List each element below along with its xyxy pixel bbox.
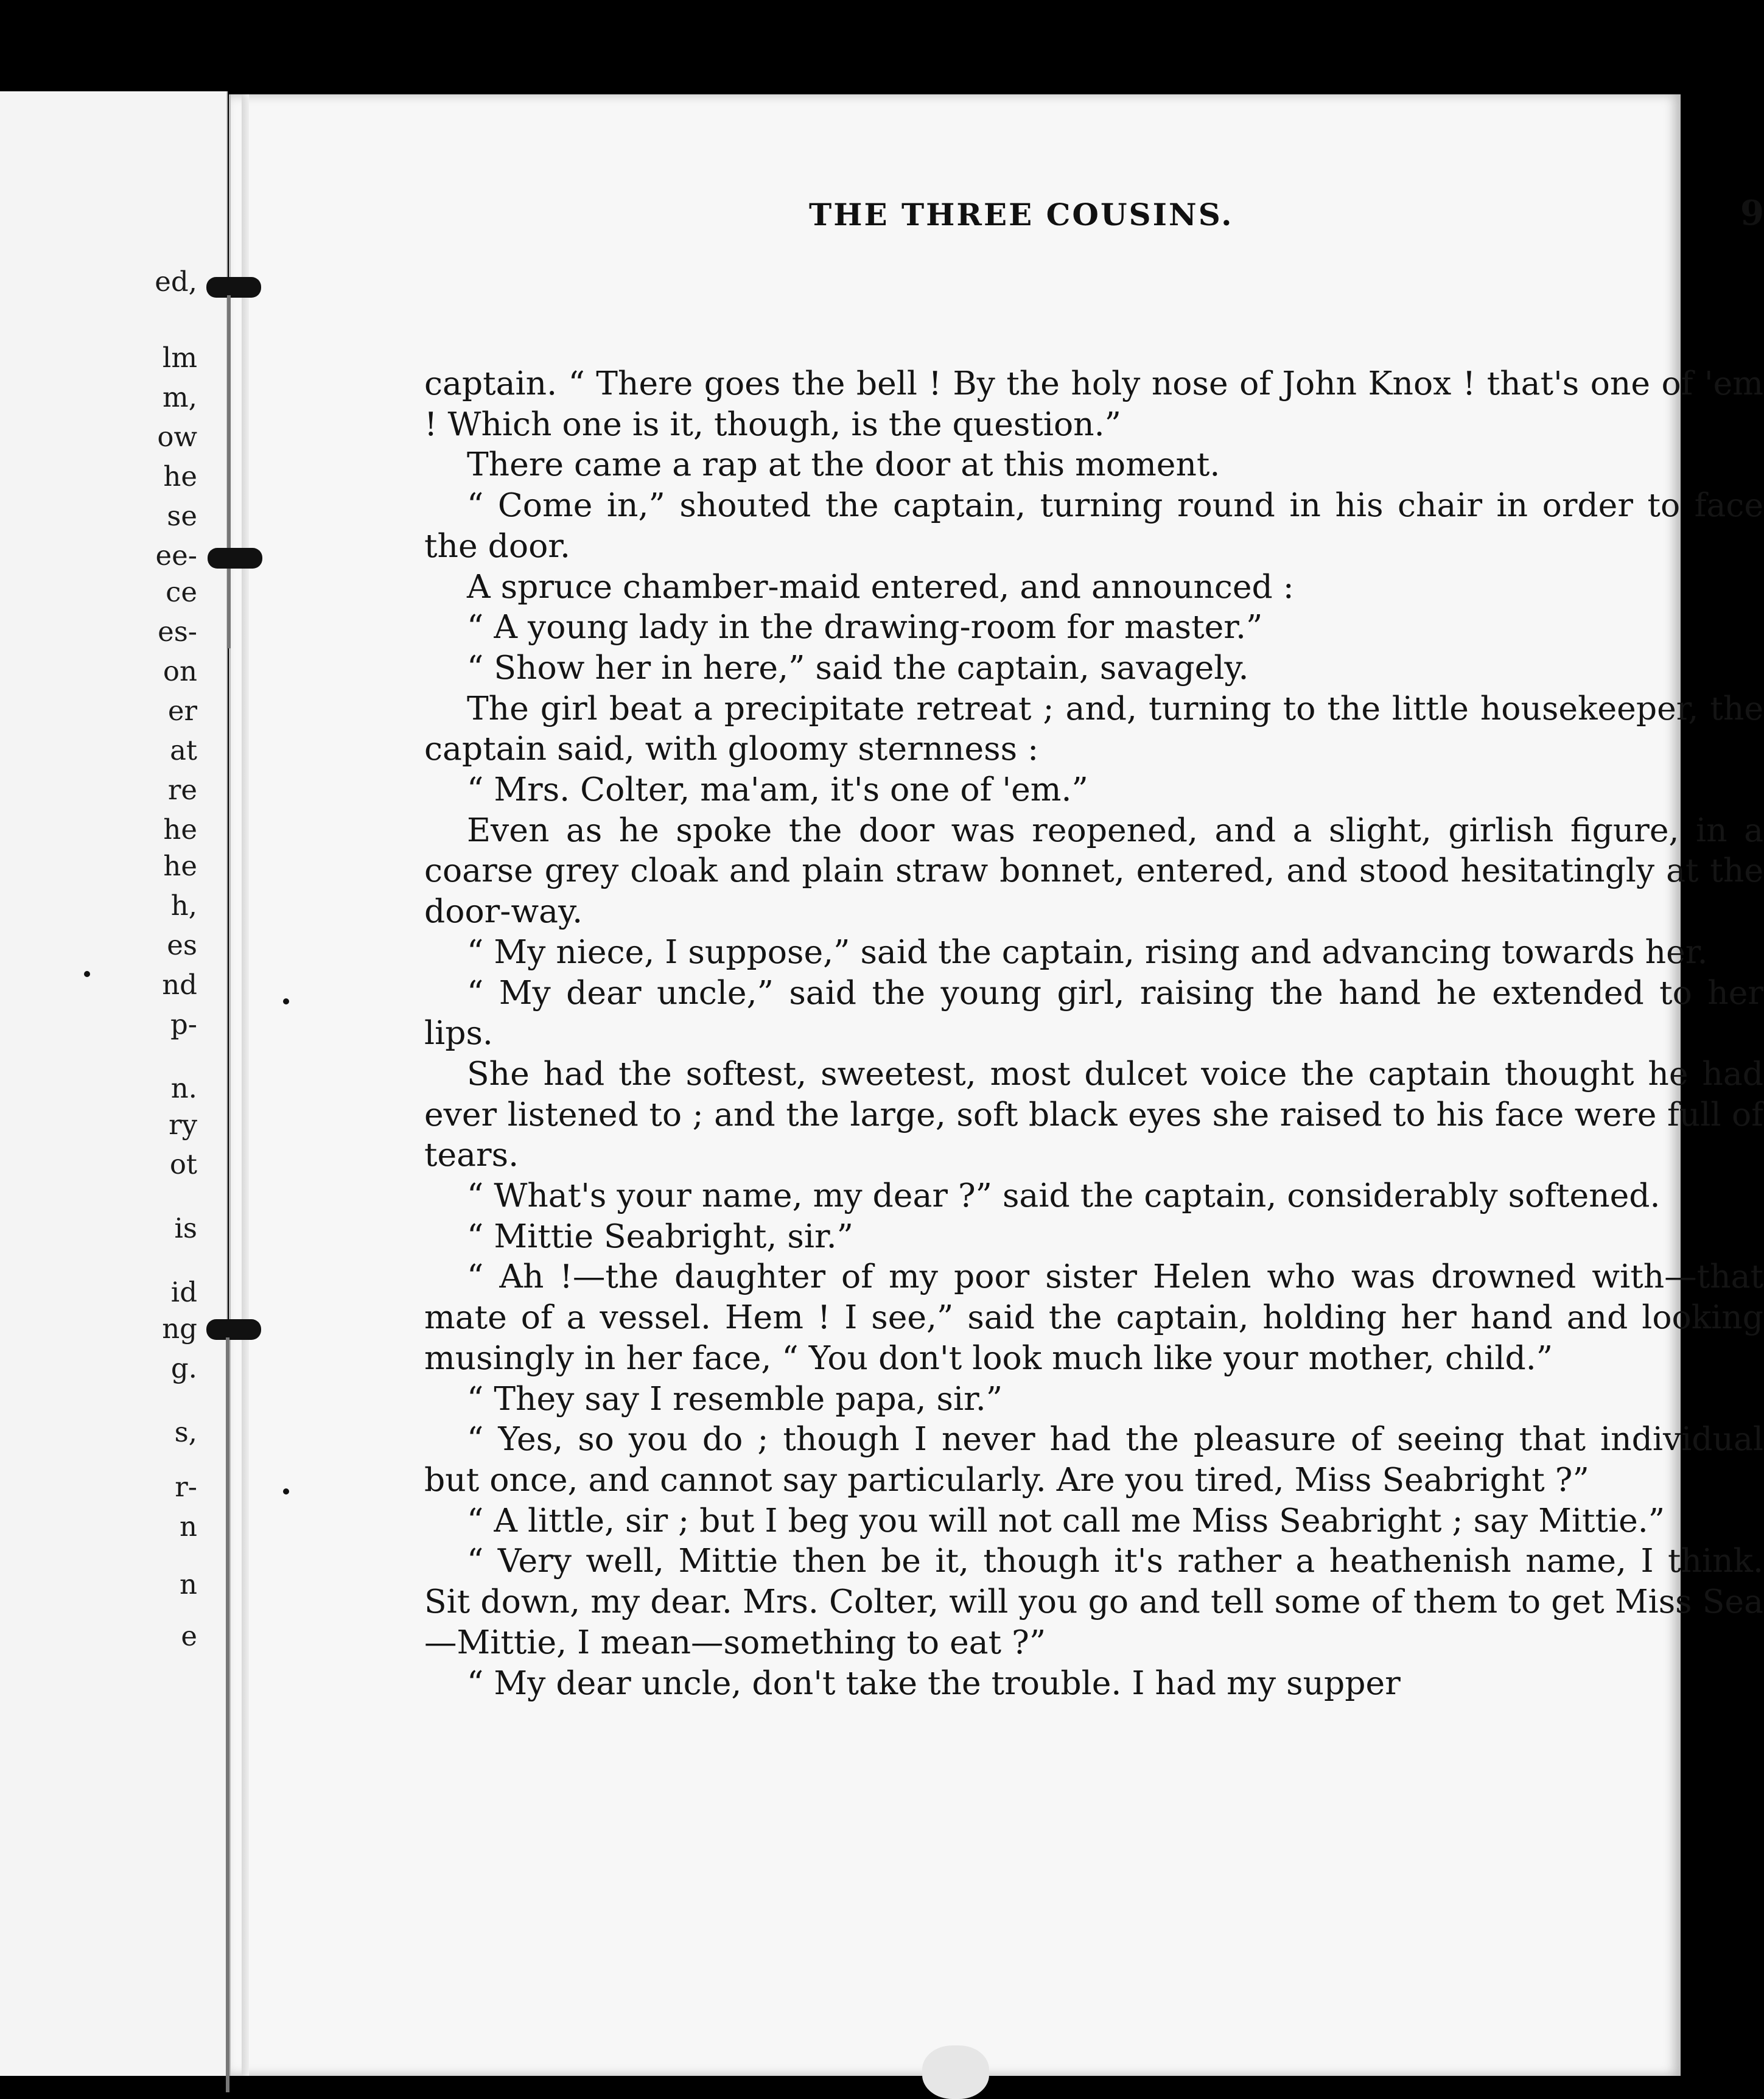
facing-page-fragment: nd (162, 969, 197, 1001)
facing-page-fragment: ot (169, 1148, 197, 1180)
facing-page-fragment: ng (162, 1312, 197, 1345)
facing-page-fragment: er (167, 695, 197, 727)
paragraph: captain. “ There goes the bell ! By the holy nose of John Knox ! that's one of 'em ! Which one is it, though, is the question.” (424, 364, 1763, 443)
binding-stitch (208, 548, 262, 569)
paragraph: “ Mrs. Colter, ma'am, it's one of 'em.” (467, 770, 1088, 809)
speck (283, 998, 289, 1004)
paragraph: “ Show her in here,” said the captain, savagely. (467, 648, 1249, 687)
running-head: THE THREE COUSINS. (809, 197, 1234, 233)
facing-page-fragment: ow (157, 421, 197, 453)
facing-page-fragment: he (163, 850, 197, 882)
facing-page-fragment: n. (170, 1072, 197, 1104)
paragraph: “ Come in,” shouted the captain, turning round in his chair in order to face the door. (424, 486, 1763, 565)
paragraph: There came a rap at the door at this moment. (467, 445, 1220, 484)
paragraph: “ Mittie Seabright, sir.” (467, 1216, 853, 1255)
paragraph: “ Ah !—the daughter of my poor sister Helen who was drowned with—that mate of a vessel. Hem ! I see,” said the captain, holding her hand and looking musingly in her face, “ You don't look much like your mother, child.” (424, 1257, 1763, 1377)
paragraph: “ They say I resemble papa, sir.” (467, 1379, 1003, 1418)
facing-page-fragment: lm (162, 342, 197, 374)
paragraph: She had the softest, sweetest, most dulcet voice the captain thought he had ever listened to ; and the large, soft black eyes she raised to his face were full of tears. (424, 1054, 1763, 1174)
facing-page-fragment: n (180, 1510, 197, 1543)
facing-page-fragment: se (167, 500, 197, 532)
facing-page-fragment: h, (170, 889, 197, 922)
speck (84, 971, 90, 977)
facing-page-fragment: at (170, 734, 197, 766)
paragraph: “ Very well, Mittie then be it, though it's rather a heathenish name, I think. Sit down, my dear. Mrs. Colter, will you go and tell some of them to get Miss Sea—Mittie, I mean—something to eat ?” (424, 1541, 1763, 1661)
facing-page-fragment: ee- (155, 539, 197, 572)
speck (283, 1488, 289, 1495)
paragraph: The girl beat a precipitate retreat ; and, turning to the little housekeeper, the captain said, with gloomy sternness : (424, 689, 1763, 768)
paragraph: “ A young lady in the drawing-room for master.” (467, 608, 1263, 647)
page-gutter (242, 94, 249, 2076)
facing-page-fragment: he (163, 460, 197, 492)
facing-page-fragment: on (163, 655, 197, 687)
facing-page-fragment: he (163, 813, 197, 846)
facing-page-fragment: is (174, 1212, 197, 1244)
paragraph: “ A little, sir ; but I beg you will not call me Miss Seabright ; say Mittie.” (467, 1501, 1665, 1540)
paragraph: Even as he spoke the door was reopened, and a slight, girlish figure, in a coarse grey cloak and plain straw bonnet, entered, and stood hesitatingly at the door-way. (424, 810, 1763, 931)
binding-stitch (206, 1319, 261, 1340)
binding-stitch (206, 277, 261, 298)
facing-page-fragment: p- (170, 1008, 197, 1040)
paragraph: “ Yes, so you do ; though I never had the pleasure of seeing that individual but once, and cannot say particularly. Are you tired, Miss Seabright ?” (424, 1420, 1763, 1499)
facing-page-fragment: m, (163, 381, 197, 413)
paragraph: “ What's your name, my dear ?” said the captain, considerably softened. (467, 1176, 1661, 1215)
paragraph: A spruce chamber-maid entered, and announced : (467, 567, 1294, 606)
facing-page-fragment: ce (166, 576, 197, 608)
paper-blotch (922, 2045, 989, 2099)
page-number: 9 (1740, 193, 1764, 233)
binding-thread (226, 1337, 229, 2092)
paragraph: “ My dear uncle, don't take the trouble. I had my supper (467, 1663, 1401, 1702)
paragraph: “ My dear uncle,” said the young girl, raising the hand he extended to her lips. (424, 973, 1763, 1053)
facing-page-sliver (0, 91, 228, 2076)
book-page (229, 94, 1764, 2076)
facing-page-fragment: ed, (155, 265, 197, 298)
facing-page-fragment: g. (170, 1352, 197, 1384)
binding-thread (227, 295, 231, 648)
body-text (424, 363, 1763, 1703)
facing-page-fragment: n (180, 1568, 197, 1600)
facing-page-fragment: r- (175, 1471, 197, 1503)
facing-page-fragment: re (167, 774, 197, 806)
facing-page-fragment: ry (169, 1109, 197, 1141)
facing-page-fragment: e (181, 1620, 197, 1652)
facing-page-fragment: id (170, 1276, 197, 1308)
facing-page-fragment: es (167, 929, 197, 961)
facing-page-fragment: es- (158, 615, 197, 648)
paragraph: “ My niece, I suppose,” said the captain, rising and advancing towards her. (467, 932, 1708, 971)
facing-page-fragment: s, (174, 1416, 197, 1448)
